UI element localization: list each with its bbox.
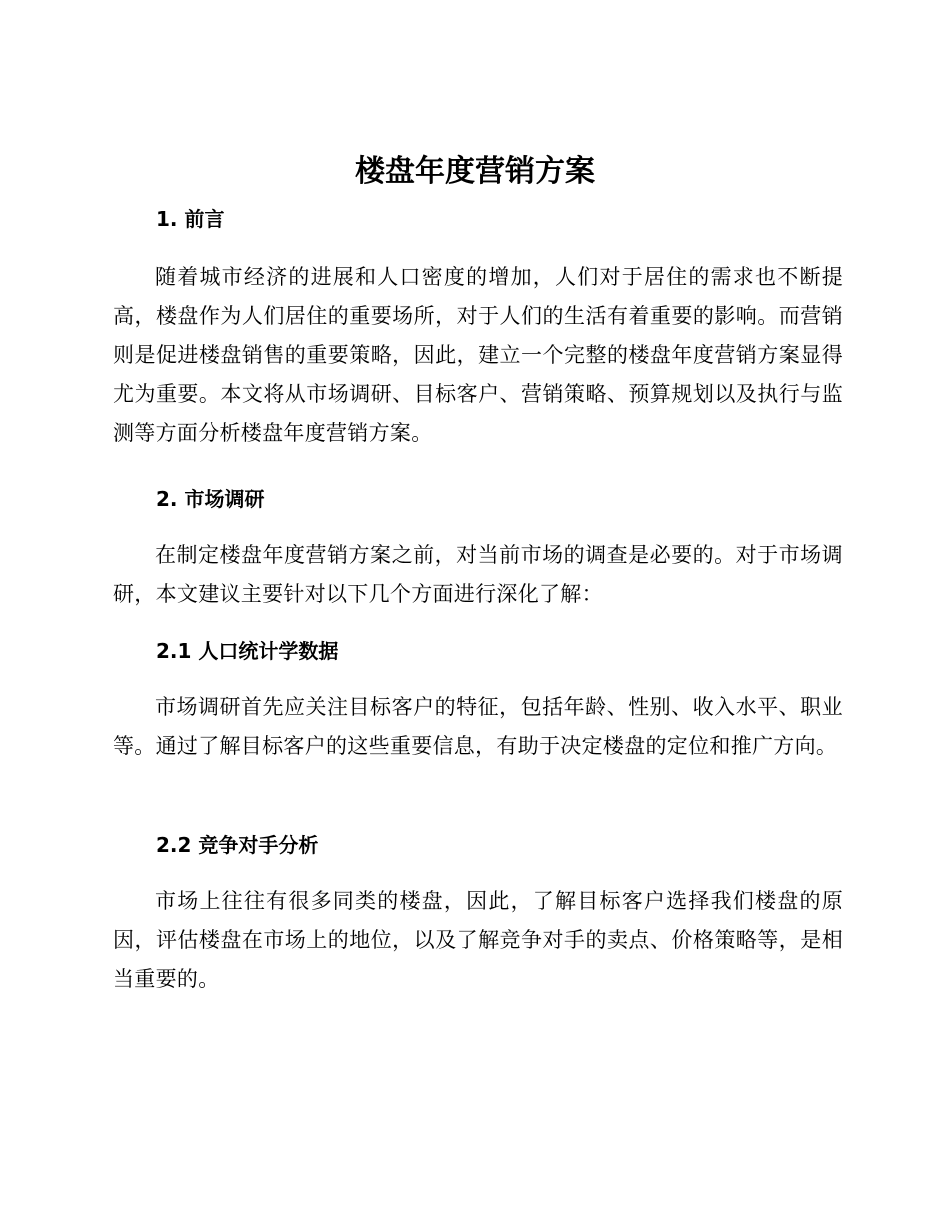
section-heading-demographics: 2.1 人口统计学数据 [156,639,339,663]
section-paragraph-competitor-analysis: 市场上往往有很多同类的楼盘，因此，了解目标客户选择我们楼盘的原因，评估楼盘在市场上的地位，以及了解竞争对手的卖点、价格策略等，是相当重要的。 [113,889,843,991]
document-title: 楼盘年度营销方案 [355,154,595,189]
section-heading-market-research: 2. 市场调研 [156,487,265,511]
section-heading-preface: 1. 前言 [156,207,225,231]
section-paragraph-market-research: 在制定楼盘年度营销方案之前，对当前市场的调查是必要的。对于市场调研，本文建议主要针对以下几个方面进行深化了解： [113,543,843,606]
section-heading-competitor-analysis: 2.2 竞争对手分析 [156,833,319,857]
section-paragraph-demographics: 市场调研首先应关注目标客户的特征，包括年龄、性别、收入水平、职业等。通过了解目标客户的这些重要信息，有助于决定楼盘的定位和推广方向。 [113,695,843,758]
section-paragraph-preface: 随着城市经济的进展和人口密度的增加，人们对于居住的需求也不断提高，楼盘作为人们居住的重要场所，对于人们的生活有着重要的影响。而营销则是促进楼盘销售的重要策略，因此，建立一个完整的楼盘年度营销方案显得尤为重要。本文将从市场调研、目标客户、营销策略、预算规划以及执行与监测等方面分析楼盘年度营销方案。 [113,265,843,445]
